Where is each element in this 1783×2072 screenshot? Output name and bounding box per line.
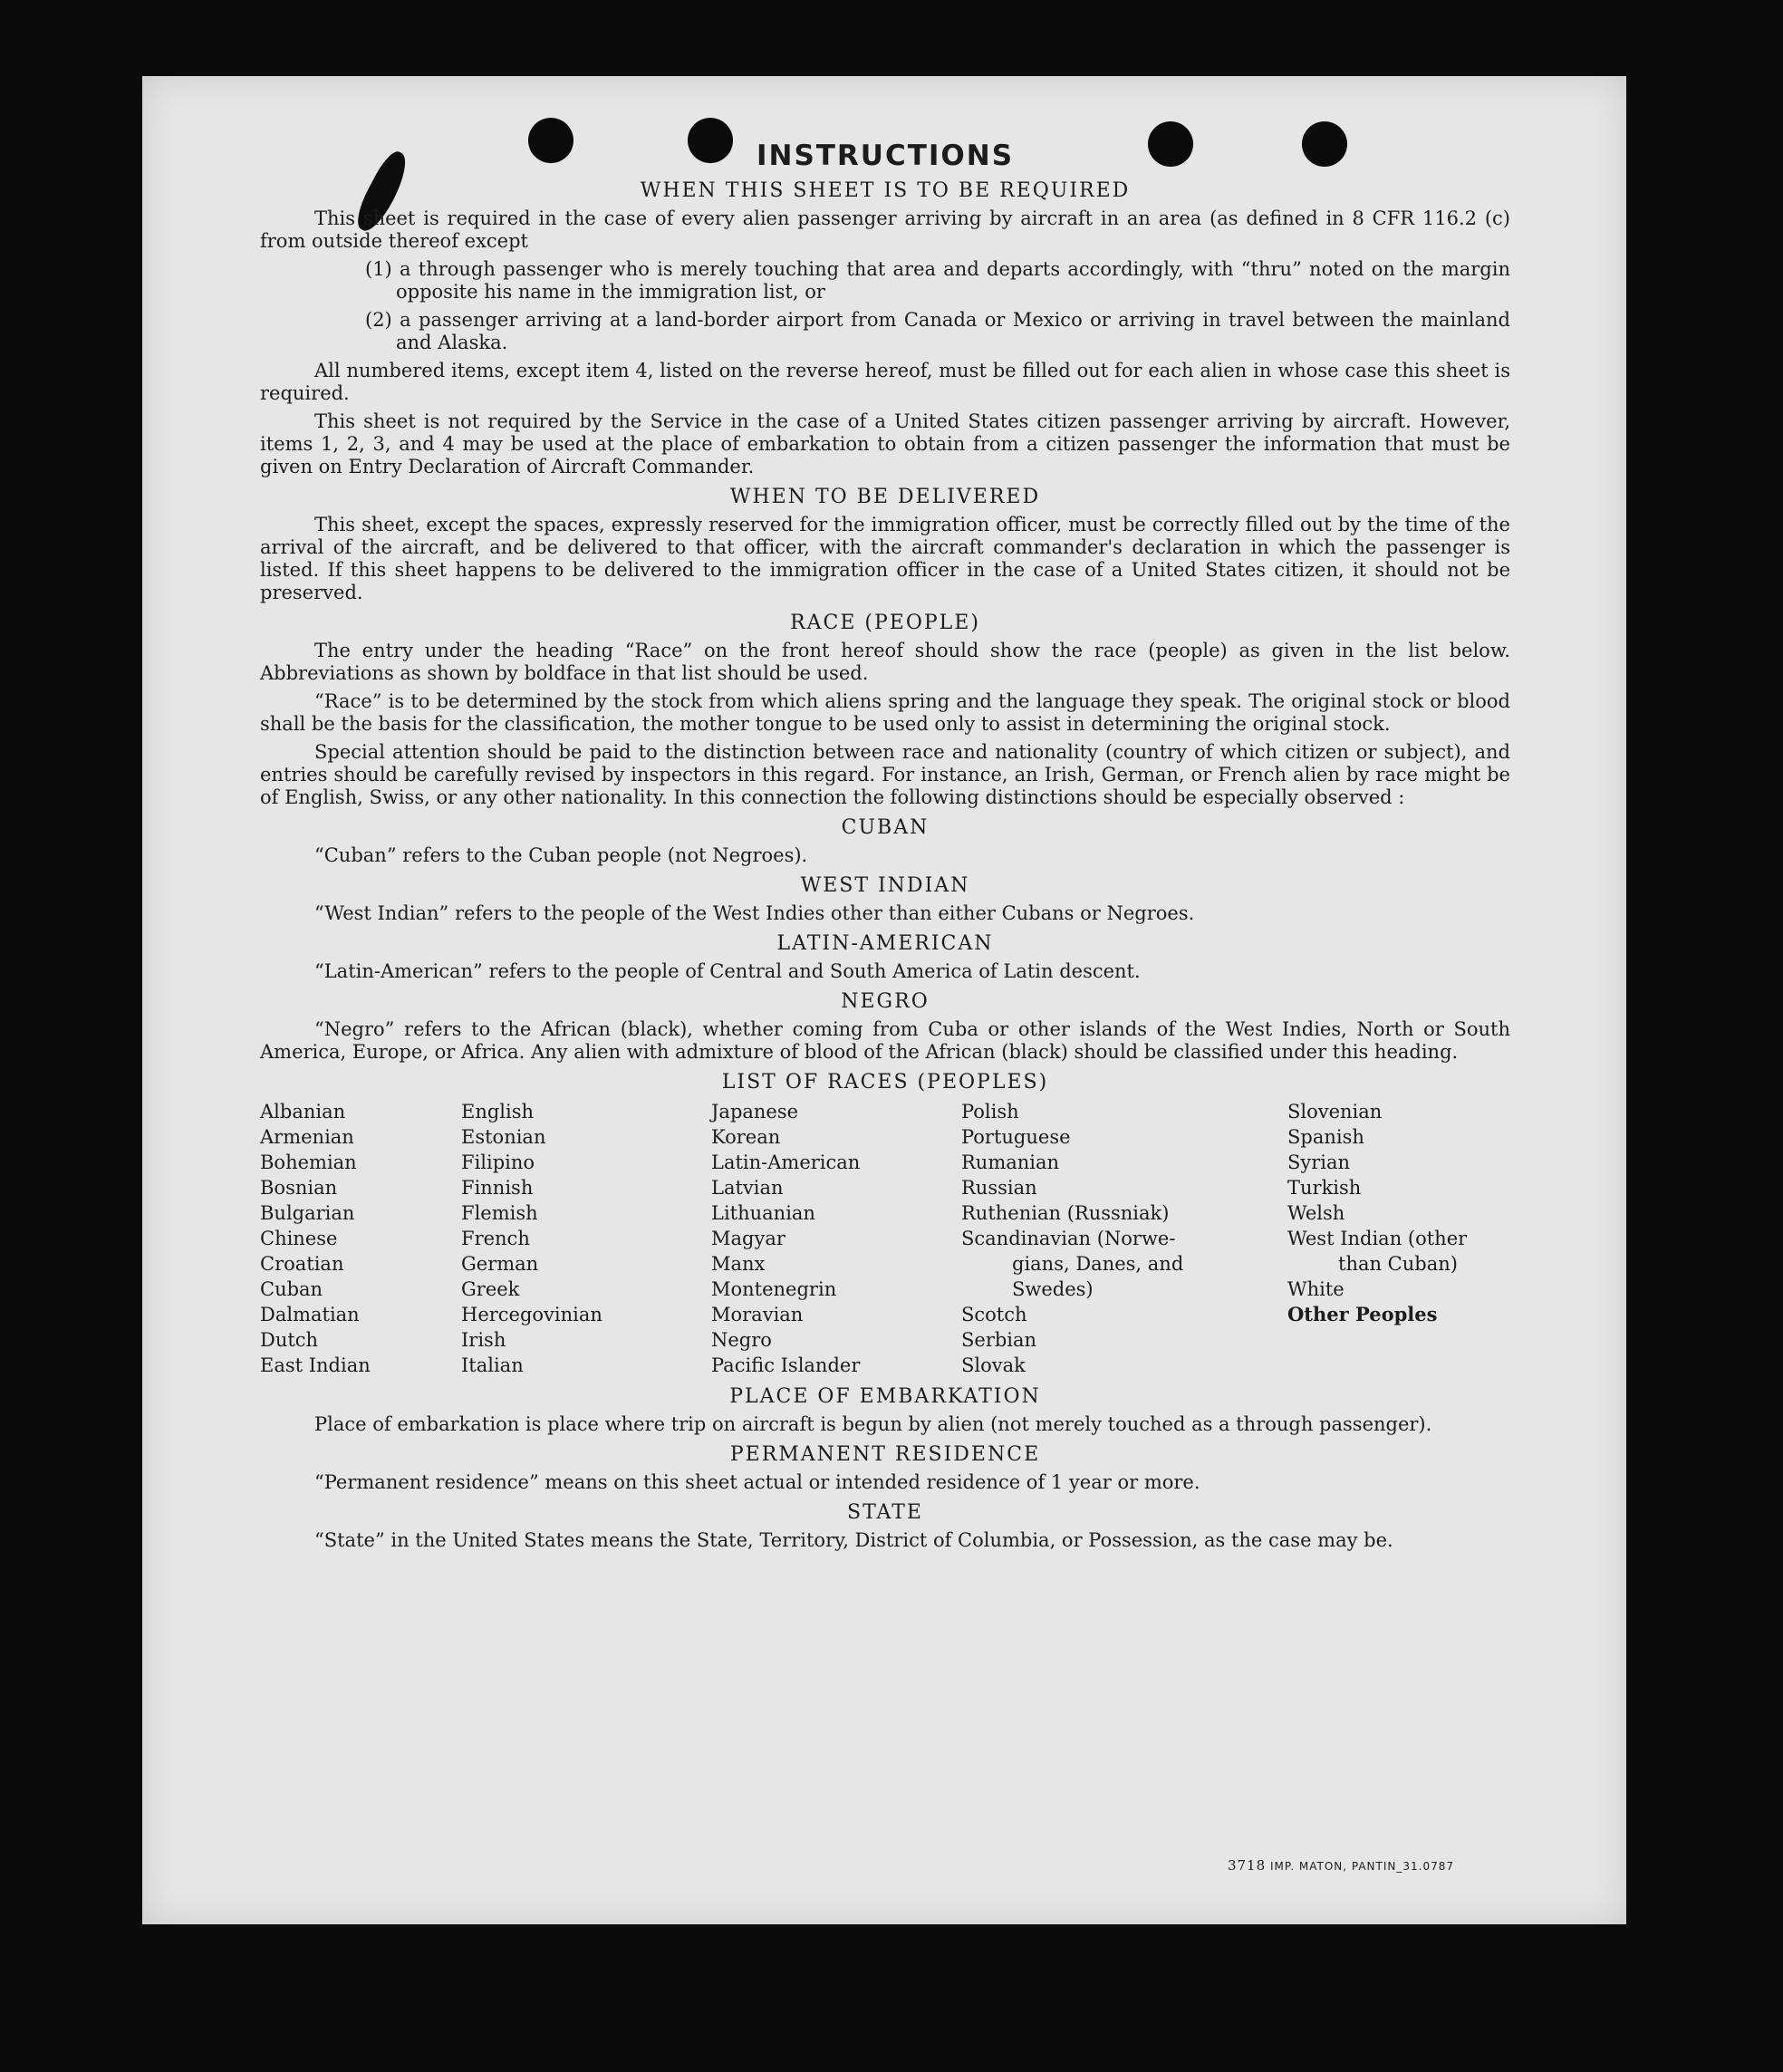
race-entry: White bbox=[1287, 1278, 1344, 1300]
definition-text: “Cuban” refers to the Cuban people (not Negroes). bbox=[314, 844, 808, 866]
heading-residence: PERMANENT RESIDENCE bbox=[729, 1443, 1041, 1466]
race-entry: Spanish bbox=[1287, 1126, 1364, 1148]
document-sheet bbox=[142, 76, 1626, 1924]
race-entry: Other Peoples bbox=[1287, 1303, 1438, 1325]
race-entry: Latin-American bbox=[711, 1152, 861, 1173]
race-entry: Russian bbox=[961, 1177, 1037, 1199]
race-entry: Hercegovinian bbox=[461, 1304, 602, 1325]
heading-latin-american: LATIN-AMERICAN bbox=[776, 932, 994, 955]
paragraph: Place of embarkation is place where trip on aircraft is begun by alien (not merely touched as a through passenger). bbox=[314, 1413, 1432, 1435]
form-footer bbox=[1228, 1857, 1454, 1874]
paragraph: This sheet is required in the case of every alien passenger arriving by aircraft in an area (as defined in 8 CFR 116.2 (c) from outside thereof except bbox=[260, 207, 1510, 252]
definition-text: “State” in the United States means the State, Territory, District of Columbia, or Possession, as the case may be. bbox=[314, 1529, 1393, 1551]
paragraph: The entry under the heading “Race” on the front hereof should show the race (people) as given in the list below. Abbreviations as shown by boldface in that list should be used. bbox=[260, 640, 1510, 684]
race-entry: Armenian bbox=[260, 1126, 354, 1148]
race-entry: Albanian bbox=[260, 1101, 346, 1123]
races-column bbox=[1287, 1099, 1510, 1378]
definition-text: “Latin-American” refers to the people of Central and South America of Latin descent. bbox=[314, 960, 1141, 982]
heading-negro: NEGRO bbox=[841, 990, 930, 1013]
race-entry: Portuguese bbox=[961, 1126, 1071, 1148]
heading-embarkation: PLACE OF EMBARKATION bbox=[729, 1385, 1041, 1408]
race-entry: Bosnian bbox=[260, 1177, 338, 1199]
race-entry: Negro bbox=[711, 1329, 772, 1351]
heading-when-delivered: WHEN TO BE DELIVERED bbox=[729, 486, 1041, 508]
race-entry: Montenegrin bbox=[711, 1278, 837, 1300]
race-entry: Bulgarian bbox=[260, 1202, 355, 1224]
race-entry: Swedes) bbox=[1012, 1278, 1094, 1300]
definition-text: “West Indian” refers to the people of the West Indies other than either Cubans or Negroes. bbox=[314, 902, 1195, 924]
definition-text: “Permanent residence” means on this sheet actual or intended residence of 1 year or more. bbox=[314, 1471, 1200, 1493]
paragraph: Special attention should be paid to the distinction between race and nationality (country of which citizen or subject), and entries should be carefully revised by inspectors in this regard. For instance, an Irish, German, or French alien by race might be of English, Swiss, or any other nationality. In this connection the following distinctions should be especially observed : bbox=[260, 741, 1510, 808]
heading-race: RACE (PEOPLE) bbox=[790, 612, 980, 634]
race-entry: Moravian bbox=[711, 1304, 804, 1325]
heading-cuban: CUBAN bbox=[841, 816, 930, 839]
races-column bbox=[961, 1099, 1287, 1378]
page-title: INSTRUCTIONS bbox=[756, 140, 1015, 172]
race-entry: East Indian bbox=[260, 1354, 371, 1376]
race-entry: Rumanian bbox=[961, 1152, 1060, 1173]
race-entry: Pacific Islander bbox=[711, 1354, 861, 1376]
race-entry: Cuban bbox=[260, 1278, 323, 1300]
race-entry: Filipino bbox=[461, 1152, 535, 1173]
races-column bbox=[260, 1099, 461, 1378]
race-entry: Lithuanian bbox=[711, 1202, 815, 1224]
race-entry: Dalmatian bbox=[260, 1304, 360, 1325]
race-entry: Chinese bbox=[260, 1228, 338, 1249]
race-entry: Manx bbox=[711, 1253, 766, 1275]
races-table bbox=[260, 1099, 1510, 1378]
race-entry: Italian bbox=[461, 1354, 524, 1376]
race-entry: Slovak bbox=[961, 1354, 1026, 1376]
race-entry: Turkish bbox=[1287, 1177, 1362, 1199]
heading-state: STATE bbox=[847, 1501, 923, 1524]
race-entry: gians, Danes, and bbox=[1012, 1253, 1184, 1275]
race-entry: Welsh bbox=[1287, 1202, 1345, 1224]
race-entry: Bohemian bbox=[260, 1152, 357, 1173]
race-entry: Finnish bbox=[461, 1177, 534, 1199]
race-entry: Croatian bbox=[260, 1253, 344, 1275]
printer-mark: IMP. MATON, PANTIN_31.0787 bbox=[1269, 1860, 1454, 1873]
list-item: (2) a passenger arriving at a land-border airport from Canada or Mexico or arriving in travel between the mainland and Alaska. bbox=[365, 309, 1510, 353]
paragraph: “Negro” refers to the African (black), whether coming from Cuba or other islands of the West Indies, North or South America, Europe, or Africa. Any alien with admixture of blood of the African (black) should be classified under this heading. bbox=[260, 1018, 1510, 1063]
race-entry: Ruthenian (Russniak) bbox=[961, 1202, 1170, 1224]
form-number: 3718 bbox=[1227, 1857, 1267, 1874]
races-column bbox=[711, 1099, 961, 1378]
race-entry: Polish bbox=[961, 1101, 1019, 1123]
race-entry: Scandinavian (Norwe- bbox=[961, 1228, 1176, 1249]
race-entry: Irish bbox=[461, 1329, 506, 1351]
paragraph: All numbered items, except item 4, listed on the reverse hereof, must be filled out for each alien in whose case this sheet is required. bbox=[260, 360, 1510, 404]
race-entry: Scotch bbox=[961, 1304, 1027, 1325]
race-entry: Greek bbox=[461, 1278, 520, 1300]
paragraph: This sheet, except the spaces, expressly reserved for the immigration officer, must be correctly filled out by the time of the arrival of the aircraft, and be delivered to that officer, with the aircraft commander's declaration in which the passenger is listed. If this sheet happens to be delivered to the immigration officer in the case of a United States citizen, it should not be preserved. bbox=[260, 514, 1510, 603]
race-entry: Latvian bbox=[711, 1177, 784, 1199]
list-item: (1) a through passenger who is merely touching that area and departs accordingly, with “thru” noted on the margin opposite his name in the immigration list, or bbox=[365, 258, 1510, 303]
race-entry: Magyar bbox=[711, 1228, 785, 1249]
race-entry: Flemish bbox=[461, 1202, 538, 1224]
document-body bbox=[260, 140, 1510, 1559]
race-entry: West Indian (other bbox=[1287, 1228, 1468, 1249]
heading-list-of-races: LIST OF RACES (PEOPLES) bbox=[721, 1071, 1049, 1094]
races-column bbox=[461, 1099, 711, 1378]
race-entry: English bbox=[461, 1101, 535, 1123]
paragraph: This sheet is not required by the Service in the case of a United States citizen passenger arriving by aircraft. However, items 1, 2, 3, and 4 may be used at the place of embarkation to obtain from a citizen passenger the information that must be given on Entry Declaration of Aircraft Commander. bbox=[260, 410, 1510, 477]
race-entry: French bbox=[461, 1228, 530, 1249]
race-entry: Korean bbox=[711, 1126, 781, 1148]
race-entry: Slovenian bbox=[1287, 1101, 1383, 1123]
race-entry: Dutch bbox=[260, 1329, 319, 1351]
race-entry: Serbian bbox=[961, 1329, 1037, 1351]
heading-when-required: WHEN THIS SHEET IS TO BE REQUIRED bbox=[640, 179, 1131, 202]
race-entry: German bbox=[461, 1253, 539, 1275]
race-entry: Syrian bbox=[1287, 1152, 1351, 1173]
heading-west-indian: WEST INDIAN bbox=[800, 874, 970, 897]
race-entry: Japanese bbox=[711, 1101, 799, 1123]
race-entry: than Cuban) bbox=[1338, 1253, 1458, 1275]
race-entry: Estonian bbox=[461, 1126, 546, 1148]
paragraph: “Race” is to be determined by the stock from which aliens spring and the language they speak. The original stock or blood shall be the basis for the classification, the mother tongue to be used only to assist in determining the original stock. bbox=[260, 690, 1510, 735]
